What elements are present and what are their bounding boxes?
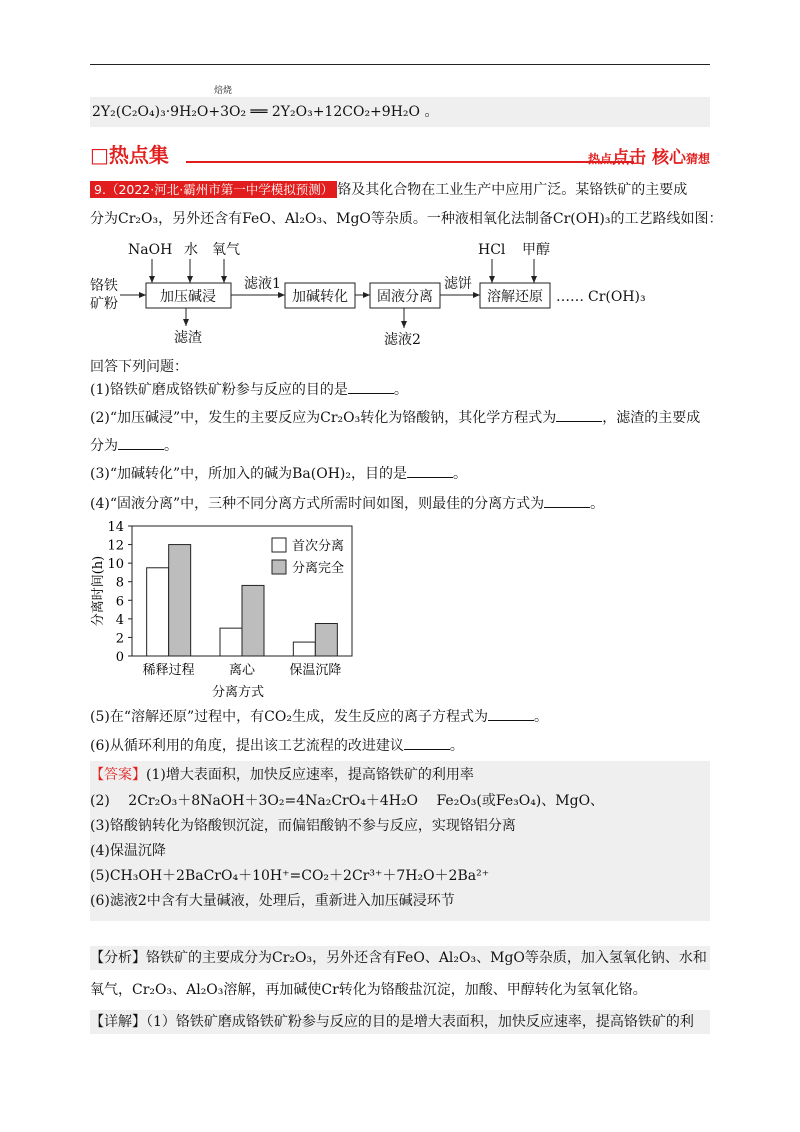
question-2: (2)“加压碱浸”中，发生的主要反应为Cr₂O₃转化为铬酸钠，其化学方程式为 ，滤渣的主要成: [90, 410, 701, 426]
question-intro-line-1: 9.（2022·河北·霸州市第一中学模拟预测） 铬及其化合物在工业生产中应用广泛。某铬铁矿的主要成: [90, 180, 710, 200]
process-flow-diagram: [90, 238, 710, 354]
y-tick-label: 10: [107, 557, 124, 573]
header-rule: [90, 64, 710, 65]
question-1: (1)铬铁矿磨成铬铁矿粉参与反应的目的是 。: [90, 382, 408, 398]
step-3-label: 固液分离: [377, 289, 433, 305]
y-tick-label: 8: [115, 575, 124, 591]
answer-5: (5)CH₃OH＋2BaCrO₄＋10H⁺=CO₂＋2Cr³⁺＋7H₂O＋2Ba²⁺: [90, 868, 490, 884]
bar-first-2: [293, 642, 315, 656]
legend-swatch: [272, 538, 286, 552]
reagent-water: 水: [184, 242, 198, 258]
answer-2: (2) 2Cr₂O₃＋8NaOH＋3O₂=4Na₂CrO₄＋4H₂O Fe₂O₃(或Fe₃O₄)、MgO、: [90, 793, 605, 809]
question-2-cont: 分为 。: [90, 438, 178, 454]
category-label: 稀释过程: [142, 663, 195, 678]
legend-label: 分离完全: [292, 561, 345, 576]
legend-label: 首次分离: [292, 539, 345, 554]
y-tick-label: 6: [115, 594, 124, 610]
answer-blank-3[interactable]: [407, 465, 453, 478]
analysis-line-2: 氧气，Cr₂O₃、Al₂O₃溶解，再加碱使Cr转化为铬酸盐沉淀，加酸、甲醇转化为氢氧化铬。: [90, 982, 647, 998]
feed-label-1: 铬铁: [90, 278, 118, 294]
previous-equation: [90, 86, 710, 127]
answer-blank-1[interactable]: [348, 381, 394, 394]
answer-label: 【答案】: [90, 767, 146, 783]
answer-blank-5[interactable]: [488, 708, 534, 721]
reagent-hcl: HCl: [478, 242, 506, 258]
questions-prompt: 回答下列问题：: [90, 359, 188, 375]
detail-line: 【详解】（1）铬铁矿磨成铬铁矿粉参与反应的目的是增大表面积，加快反应速率，提高铬铁矿的利: [90, 1010, 710, 1034]
y-tick-label: 14: [107, 520, 124, 535]
answer-6: (6)滤液2中含有大量碱液，处理后，重新进入加压碱浸环节: [90, 893, 455, 909]
category-label: 保温沉降: [289, 663, 342, 678]
product-label: Cr(OH)₃: [588, 289, 646, 305]
reagent-naoh: NaOH: [128, 242, 173, 258]
bar-first-1: [220, 628, 242, 656]
question-6: (6)从循环利用的角度，提出该工艺流程的改进建议 。: [90, 738, 464, 754]
answer-blank-6[interactable]: [404, 737, 450, 750]
answer-1: 【答案】(1)增大表面积，加快反应速率，提高铬铁矿的利用率: [90, 767, 474, 783]
feed-label-2: 矿粉: [90, 296, 118, 312]
filter-cake-label: 滤饼: [444, 276, 472, 292]
question-source-badge: 9.（2022·河北·霸州市第一中学模拟预测）: [90, 181, 337, 198]
question-3: (3)“加碱转化”中，所加入的碱为Ba(OH)₂，目的是 。: [90, 466, 468, 482]
detail-label: 【详解】: [90, 1014, 146, 1030]
bar-complete-0: [169, 545, 191, 656]
y-tick-label: 2: [115, 631, 124, 647]
hot-section-title: □热点集: [90, 143, 169, 167]
legend-swatch: [272, 560, 286, 574]
bar-complete-1: [242, 585, 264, 656]
hot-section-header: [90, 139, 710, 169]
filtrate-1-label: 滤液1: [244, 276, 281, 292]
filtrate-2-label: 滤液2: [384, 332, 421, 348]
x-axis-label: 分离方式: [211, 685, 265, 700]
y-tick-label: 4: [115, 612, 124, 628]
answer-blank-2b[interactable]: [118, 437, 164, 450]
answer-3: (3)铬酸钠转化为铬酸钡沉淀，而偏铝酸钠不参与反应，实现铬铝分离: [90, 818, 516, 834]
answer-blank-2a[interactable]: [556, 409, 602, 422]
residue-label: 滤渣: [174, 330, 202, 346]
y-axis-label: 分离时间(h): [91, 555, 106, 627]
question-4: (4)“固液分离”中，三种不同分离方式所需时间如图，则最佳的分离方式为 。: [90, 496, 605, 512]
flow-dots: ……: [556, 289, 584, 305]
step-2-label: 加碱转化: [292, 289, 348, 305]
analysis-label: 【分析】: [90, 950, 146, 966]
step-4-label: 溶解还原: [487, 289, 543, 305]
question-intro-line-2: 分为Cr₂O₃，另外还含有FeO、Al₂O₃、MgO等杂质。一种液相氧化法制备Cr(OH)₃的工艺路线如图：: [90, 211, 723, 227]
analysis-line-1: 【分析】铬铁矿的主要成分为Cr₂O₃，另外还含有FeO、Al₂O₃、MgO等杂质，加入氢氧化钠、水和: [90, 946, 710, 970]
answer-blank-4[interactable]: [544, 495, 590, 508]
answer-4: (4)保温沉降: [90, 843, 166, 859]
question-5: (5)在“溶解还原”过程中，有CO₂生成，发生反应的离子方程式为 。: [90, 709, 548, 725]
category-label: 离心: [228, 663, 256, 678]
y-tick-label: 12: [107, 538, 124, 554]
equation-condition: 焙烧: [214, 86, 233, 96]
separation-time-bar-chart: [88, 516, 388, 702]
bar-complete-2: [315, 624, 337, 657]
bar-first-0: [147, 568, 169, 656]
reagent-oxygen: 氧气: [212, 242, 240, 258]
answer-block: [90, 761, 710, 921]
hot-section-tagline: 热点点击 核心猜想: [588, 148, 710, 168]
y-tick-label: 0: [115, 650, 124, 665]
hot-section-rule: [186, 161, 634, 163]
reagent-methanol: 甲醇: [522, 242, 550, 258]
step-1-label: 加压碱浸: [160, 289, 216, 305]
equation-text: 2Y₂(C₂O₄)₃·9H₂O+3O₂ ══ 2Y₂O₃+12CO₂+9H₂O 。: [92, 104, 439, 120]
